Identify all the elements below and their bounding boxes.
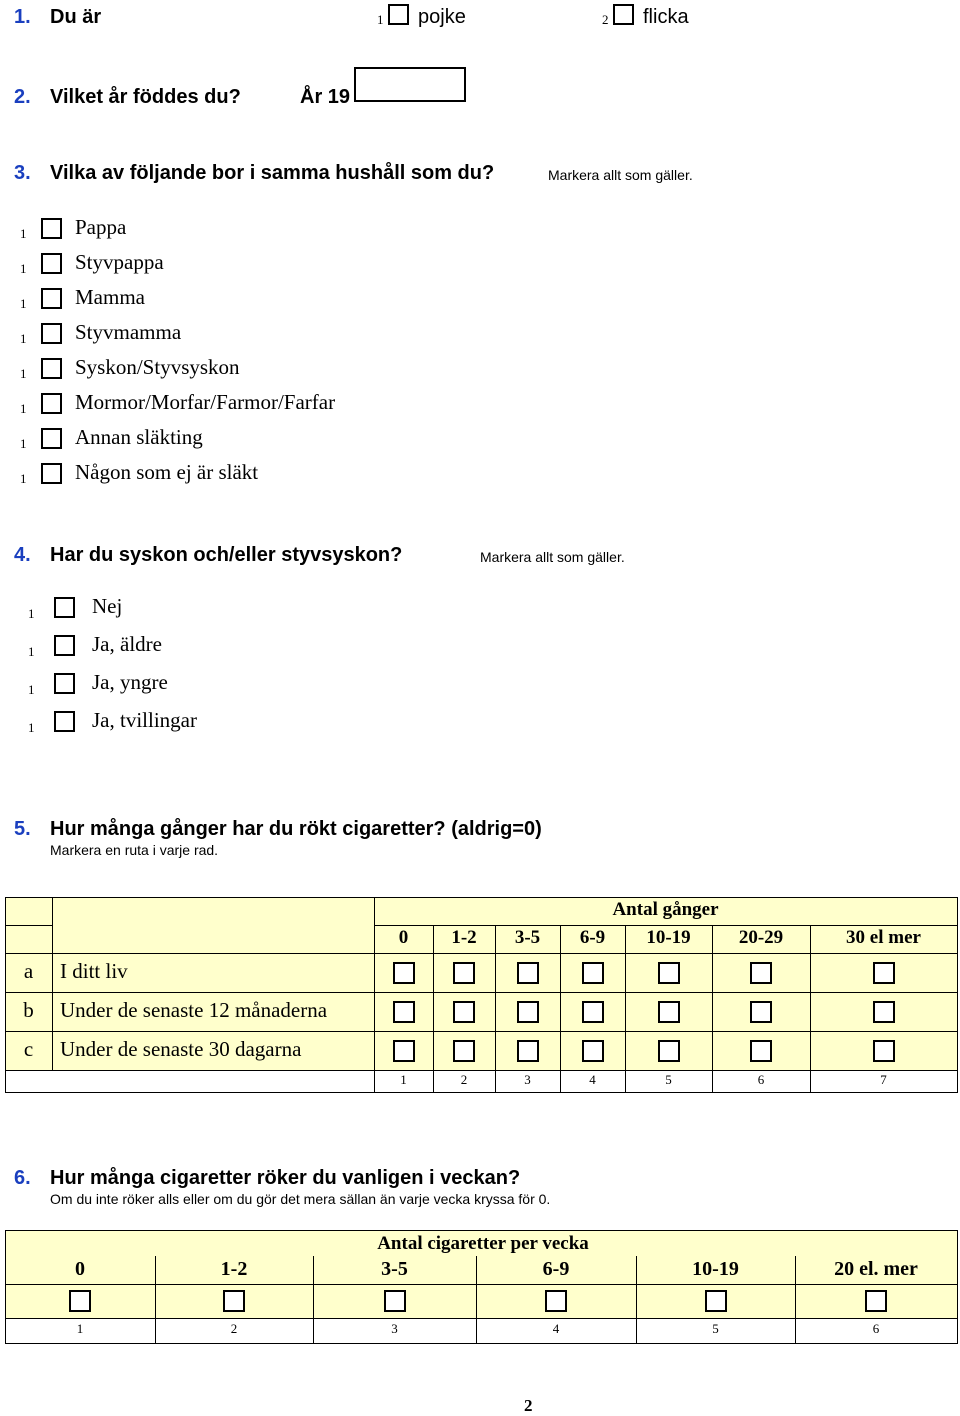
q3-text: Vilka av följande bor i samma hushåll som du? (50, 162, 495, 184)
q3-number: 3. (14, 162, 31, 184)
table-border (712, 925, 713, 1092)
answer-checkbox[interactable] (750, 1040, 772, 1062)
year-prefix: År 19 (300, 86, 351, 108)
column-header: 6-9 (542, 1258, 570, 1280)
option-label: Ja, yngre (92, 670, 168, 694)
column-header: 0 (398, 927, 409, 948)
column-header: 10-19 (646, 927, 691, 948)
answer-checkbox[interactable] (223, 1290, 245, 1312)
q5-text: Hur många gånger har du rökt cigaretter? (aldrig=0) (50, 818, 542, 840)
q6-number: 6. (14, 1167, 31, 1189)
column-code: 3 (391, 1321, 398, 1336)
option-checkbox[interactable] (54, 711, 75, 732)
q1-label-boy: pojke (418, 6, 466, 28)
answer-checkbox[interactable] (453, 1001, 475, 1023)
option-checkbox[interactable] (41, 323, 62, 344)
table-border (5, 1343, 958, 1344)
table-border (5, 925, 52, 926)
option-label: Ja, äldre (92, 632, 162, 656)
option-code: 1 (20, 401, 27, 416)
option-code: 1 (20, 436, 27, 451)
q4-text: Har du syskon och/eller styvsyskon? (50, 544, 403, 566)
checkbox-girl[interactable] (613, 4, 634, 25)
row-letter: c (23, 1037, 34, 1061)
column-code: 1 (76, 1321, 84, 1336)
answer-checkbox[interactable] (658, 962, 680, 984)
option-code: 1 (20, 366, 27, 381)
column-code: 3 (524, 1072, 531, 1087)
column-code: 2 (460, 1072, 468, 1087)
answer-checkbox[interactable] (384, 1290, 406, 1312)
answer-checkbox[interactable] (873, 1001, 895, 1023)
q6-note: Om du inte röker alls eller om du gör det mera sällan än varje vecka kryssa för 0. (50, 1191, 551, 1207)
answer-checkbox[interactable] (582, 1001, 604, 1023)
answer-checkbox[interactable] (393, 962, 415, 984)
table-border (5, 1070, 958, 1071)
q1-number: 1. (14, 6, 31, 28)
column-code: 4 (589, 1072, 596, 1087)
column-code: 4 (552, 1321, 560, 1336)
option-code: 1 (20, 331, 27, 346)
column-code: 6 (757, 1072, 765, 1087)
table-header: Antal cigaretter per vecka (377, 1233, 589, 1254)
table-border (52, 897, 53, 1070)
answer-checkbox[interactable] (873, 1040, 895, 1062)
table-border (5, 897, 958, 898)
option-checkbox[interactable] (54, 597, 75, 618)
table-border (5, 1092, 958, 1093)
column-header: 3-5 (514, 927, 541, 948)
q4-number: 4. (14, 544, 31, 566)
answer-checkbox[interactable] (865, 1290, 887, 1312)
answer-checkbox[interactable] (582, 962, 604, 984)
q2-text: Vilket år föddes du? (50, 86, 241, 108)
table-border (560, 925, 561, 1092)
option-label: Pappa (75, 215, 127, 239)
answer-checkbox[interactable] (517, 962, 539, 984)
column-code: 1 (400, 1072, 407, 1087)
answer-checkbox[interactable] (453, 1040, 475, 1062)
answer-checkbox[interactable] (873, 962, 895, 984)
q1-text: Du är (50, 6, 102, 28)
column-code: 6 (872, 1321, 880, 1336)
row-letter: a (23, 959, 34, 983)
answer-checkbox[interactable] (517, 1040, 539, 1062)
table-border (625, 925, 626, 1092)
column-header: 0 (75, 1258, 85, 1280)
table-border (374, 925, 958, 926)
column-code: 2 (230, 1321, 238, 1336)
page-number: 2 (524, 1396, 533, 1415)
q1-code-boy: 1 (377, 12, 384, 27)
column-code: 5 (712, 1321, 719, 1336)
option-checkbox[interactable] (54, 635, 75, 656)
column-header: 3-5 (381, 1258, 408, 1280)
table-border (5, 1031, 958, 1032)
column-header: 1-2 (220, 1258, 248, 1280)
table-border (495, 925, 496, 1092)
birth-year-input[interactable] (354, 67, 466, 102)
option-checkbox[interactable] (41, 218, 62, 239)
option-code: 1 (20, 226, 27, 241)
option-checkbox[interactable] (41, 428, 62, 449)
option-label: Styvmamma (75, 320, 182, 344)
answer-checkbox[interactable] (453, 962, 475, 984)
q5-number: 5. (14, 818, 31, 840)
q2-number: 2. (14, 86, 31, 108)
option-code: 1 (20, 261, 27, 276)
option-code: 1 (28, 720, 35, 735)
answer-checkbox[interactable] (705, 1290, 727, 1312)
column-code: 5 (665, 1072, 672, 1087)
column-header: 1-2 (451, 927, 477, 948)
option-checkbox[interactable] (41, 463, 62, 484)
column-header: 20 el. mer (834, 1258, 918, 1280)
table-border (5, 1230, 958, 1231)
option-code: 1 (20, 471, 27, 486)
table-border (5, 1318, 958, 1319)
table-border (810, 925, 811, 1092)
checkbox-boy[interactable] (388, 4, 409, 25)
answer-checkbox[interactable] (582, 1040, 604, 1062)
column-header: 30 el mer (846, 927, 921, 948)
answer-checkbox[interactable] (545, 1290, 567, 1312)
option-label: Ja, tvillingar (92, 708, 197, 732)
row-label: Under de senaste 12 månaderna (60, 998, 328, 1022)
q1-code-girl: 2 (602, 12, 609, 27)
option-checkbox[interactable] (54, 673, 75, 694)
table-border (957, 1230, 958, 1343)
option-label: Nej (92, 594, 123, 618)
option-label: Någon som ej är släkt (75, 460, 259, 484)
q4-note: Markera allt som gäller. (480, 549, 625, 565)
q6-text: Hur många cigaretter röker du vanligen i veckan? (50, 1167, 521, 1189)
row-label: Under de senaste 30 dagarna (60, 1037, 302, 1061)
row-label: I ditt liv (60, 959, 128, 983)
table-header: Antal gånger (612, 899, 719, 920)
option-code: 1 (28, 682, 35, 697)
option-label: Mormor/Morfar/Farmor/Farfar (75, 390, 336, 414)
option-label: Syskon/Styvsyskon (75, 355, 240, 379)
q1-label-girl: flicka (643, 6, 689, 28)
table-border (433, 925, 434, 1092)
option-checkbox[interactable] (41, 288, 62, 309)
answer-checkbox[interactable] (658, 1040, 680, 1062)
option-label: Annan släkting (75, 425, 203, 449)
option-checkbox[interactable] (41, 358, 62, 379)
row-letter: b (23, 998, 34, 1022)
option-code: 1 (28, 644, 35, 659)
answer-checkbox[interactable] (393, 1001, 415, 1023)
option-checkbox[interactable] (41, 253, 62, 274)
option-label: Mamma (75, 285, 145, 309)
column-header: 6-9 (579, 927, 606, 948)
column-header: 10-19 (692, 1258, 739, 1280)
table-border (5, 1284, 958, 1285)
answer-checkbox[interactable] (393, 1040, 415, 1062)
option-code: 1 (28, 606, 35, 621)
column-header: 20-29 (738, 927, 784, 948)
answer-checkbox[interactable] (517, 1001, 539, 1023)
table-border (5, 992, 958, 993)
option-checkbox[interactable] (41, 393, 62, 414)
answer-checkbox[interactable] (69, 1290, 91, 1312)
q5-note: Markera en ruta i varje rad. (50, 842, 219, 858)
table-border (5, 953, 958, 954)
option-code: 1 (20, 296, 27, 311)
table-border (5, 897, 6, 1092)
answer-checkbox[interactable] (658, 1001, 680, 1023)
answer-checkbox[interactable] (750, 1001, 772, 1023)
table-border (957, 897, 958, 1092)
column-code: 7 (880, 1072, 887, 1087)
q3-note: Markera allt som gäller. (548, 167, 693, 183)
answer-checkbox[interactable] (750, 962, 772, 984)
option-label: Styvpappa (75, 250, 164, 274)
